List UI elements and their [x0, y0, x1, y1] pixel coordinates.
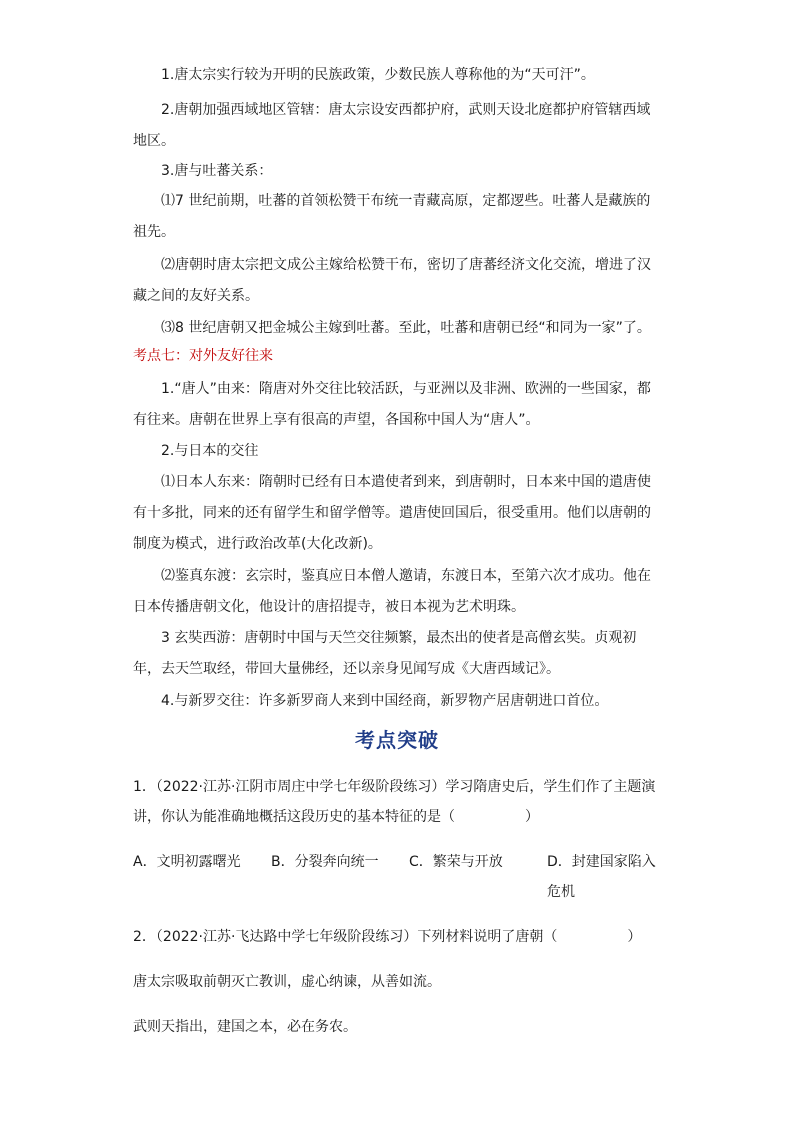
paragraph-tubo-3: ⑶8 世纪唐朝又把金城公主嫁到吐蕃。至此，吐蕃和唐朝已经“和同为一家”了。	[161, 320, 651, 336]
paragraph-tubo-heading: 3.唐与吐蕃关系：	[161, 163, 273, 179]
question-2-stem: 2．（2022·江苏·飞达路中学七年级阶段练习）下列材料说明了唐朝（ ）	[133, 929, 642, 945]
option-c: C．繁荣与开放	[409, 854, 503, 870]
paragraph-tubo-2: ⑵唐朝时唐太宗把文成公主嫁给松赞干布，密切了唐蕃经济文化交流，增进了汉藏之间的友好关系。	[133, 257, 651, 304]
question-1-options	[133, 847, 547, 877]
paragraph-tangren: 1.“唐人”由来：隋唐对外交往比较活跃，与亚洲以及非洲、欧洲的一些国家，都有往来。唐朝在世界上享有很高的声望，各国称中国人为“唐人”。	[133, 381, 651, 428]
paragraph-japan-heading: 2.与日本的交往	[161, 443, 259, 459]
paragraph-xinluo: 4.与新罗交往：许多新罗商人来到中国经商，新罗物产居唐朝进口首位。	[161, 693, 609, 709]
question-2-material-1: 唐太宗吸取前朝灭亡教训，虚心纳谏，从善如流。	[133, 974, 441, 990]
option-a: A．文明初露曙光	[133, 854, 241, 870]
paragraph-tubo-1: ⑴7 世纪前期，吐蕃的首领松赞干布统一青藏高原，定都逻些。吐蕃人是藏族的祖先。	[133, 193, 651, 240]
section-title: 考点突破	[355, 728, 439, 752]
paragraph-xiyu: 2.唐朝加强西域地区管辖：唐太宗设安西都护府，武则天设北庭都护府管辖西域地区。	[133, 102, 651, 149]
paragraph-tiankehan: 1.唐太宗实行较为开明的民族政策，少数民族人尊称他的为“天可汗”。	[161, 67, 595, 83]
paragraph-japan-1: ⑴日本人东来：隋朝时已经有日本遣使者到来，到唐朝时，日本来中国的遣唐使有十多批，同来的还有留学生和留学僧等。遣唐使回国后，很受重用。他们以唐朝的制度为模式，进行政治改革(大化改新)。	[133, 474, 651, 552]
option-b: B．分裂奔向统一	[271, 854, 379, 870]
kaodian-7-title: 考点七：对外友好往来	[133, 348, 273, 364]
paragraph-xuanzang: 3 玄奘西游：唐朝时中国与天竺交往频繁，最杰出的使者是高僧玄奘。贞观初年，去天竺取经，带回大量佛经，还以亲身见闻写成《大唐西域记》。	[133, 630, 637, 677]
question-1-stem: 1．（2022·江苏·江阴市周庄中学七年级阶段练习）学习隋唐史后，学生们作了主题演讲，你认为能准确地概括这段历史的基本特征的是（ ）	[133, 779, 656, 825]
paragraph-jianzhen: ⑵鉴真东渡：玄宗时，鉴真应日本僧人邀请，东渡日本，至第六次才成功。他在日本传播唐朝文化，他设计的唐招提寺，被日本视为艺术明珠。	[133, 568, 651, 615]
question-2-material-2: 武则天指出，建国之本，必在务农。	[133, 1019, 357, 1035]
option-d: D．封建国家陷入危机	[547, 854, 656, 900]
